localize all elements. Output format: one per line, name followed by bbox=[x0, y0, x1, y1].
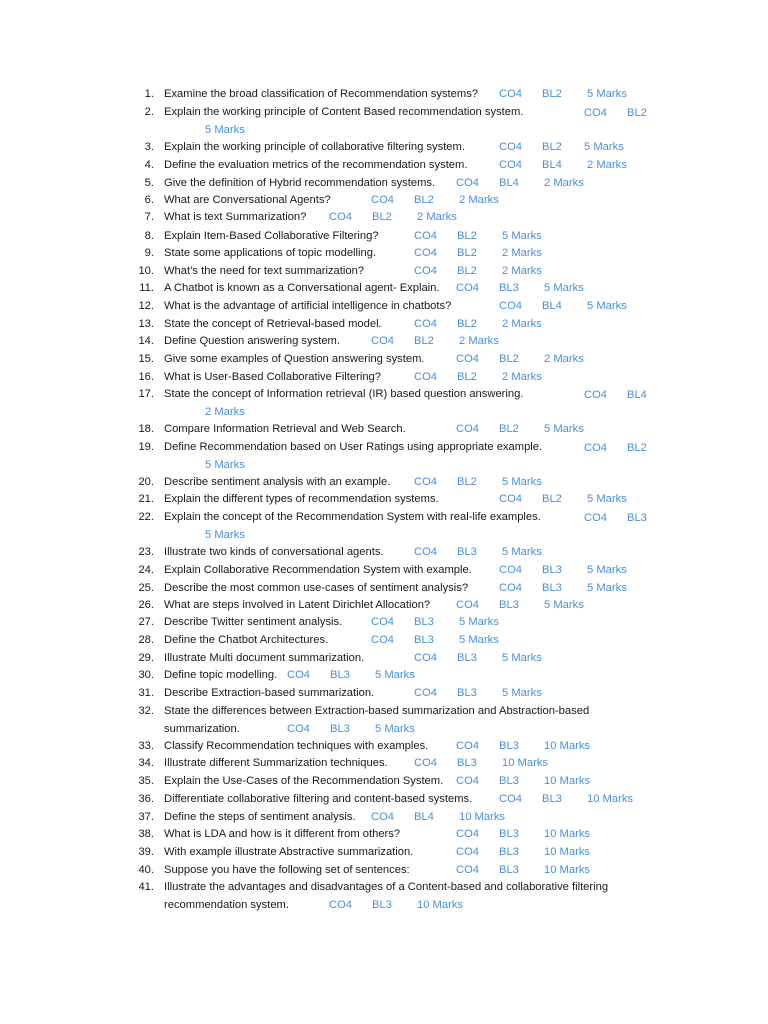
marks-tag: 5 Marks bbox=[587, 564, 627, 576]
bloom-level-tag: BL3 bbox=[627, 512, 647, 524]
question-number: 5. bbox=[144, 177, 154, 189]
bloom-level-tag: BL3 bbox=[457, 546, 477, 558]
question-text: What is the advantage of artificial intelligence in chatbots? bbox=[164, 300, 452, 312]
bloom-level-tag: BL2 bbox=[542, 141, 562, 153]
course-outcome-tag: CO4 bbox=[414, 476, 438, 488]
question-number: 27. bbox=[138, 616, 154, 628]
course-outcome-tag: CO4 bbox=[414, 652, 438, 664]
question-text: Explain the working principle of Content Based recommendation system. bbox=[164, 106, 524, 118]
question-item bbox=[0, 509, 768, 525]
question-number: 17. bbox=[138, 388, 154, 400]
course-outcome-tag: CO4 bbox=[499, 300, 523, 312]
question-text: What is User-Based Collaborative Filtering? bbox=[164, 371, 381, 383]
marks-tag: 2 Marks bbox=[459, 194, 499, 206]
bloom-level-tag: BL2 bbox=[457, 318, 477, 330]
question-number: 31. bbox=[138, 687, 154, 699]
question-number: 14. bbox=[138, 335, 154, 347]
course-outcome-tag: CO4 bbox=[371, 811, 395, 823]
question-text: A Chatbot is known as a Conversational agent- Explain. bbox=[164, 282, 440, 294]
marks-tag: 5 Marks bbox=[587, 493, 627, 505]
bloom-level-tag: BL3 bbox=[372, 899, 392, 911]
bloom-level-tag: BL4 bbox=[627, 389, 647, 401]
course-outcome-tag: CO4 bbox=[499, 141, 523, 153]
question-text: Suppose you have the following set of sentences: bbox=[164, 864, 410, 876]
marks-tag: 5 Marks bbox=[502, 230, 542, 242]
question-text: Explain the concept of the Recommendation System with real-life examples. bbox=[164, 511, 541, 523]
question-number: 7. bbox=[144, 211, 154, 223]
bloom-level-tag: BL3 bbox=[414, 634, 434, 646]
marks-tag: 5 Marks bbox=[502, 546, 542, 558]
question-item bbox=[0, 157, 768, 173]
course-outcome-tag: CO4 bbox=[456, 177, 480, 189]
question-number: 4. bbox=[144, 159, 154, 171]
course-outcome-tag: CO4 bbox=[499, 564, 523, 576]
bloom-level-tag: BL3 bbox=[499, 775, 519, 787]
question-number: 1. bbox=[144, 88, 154, 100]
question-number: 13. bbox=[138, 318, 154, 330]
question-text: State the differences between Extraction-based summarization and Abstraction-based bbox=[164, 705, 590, 717]
course-outcome-tag: CO4 bbox=[329, 899, 353, 911]
question-text: Define the steps of sentiment analysis. bbox=[164, 811, 356, 823]
course-outcome-tag: CO4 bbox=[371, 634, 395, 646]
question-item bbox=[0, 650, 768, 666]
question-text: Give some examples of Question answering system. bbox=[164, 353, 425, 365]
question-number: 40. bbox=[138, 864, 154, 876]
question-item bbox=[0, 351, 768, 367]
question-number: 25. bbox=[138, 582, 154, 594]
course-outcome-tag: CO4 bbox=[584, 512, 608, 524]
question-text: State the concept of Information retrieval (IR) based question answering. bbox=[164, 388, 524, 400]
course-outcome-tag: CO4 bbox=[499, 582, 523, 594]
question-item bbox=[0, 703, 768, 719]
marks-tag: 2 Marks bbox=[502, 318, 542, 330]
question-number: 23. bbox=[138, 546, 154, 558]
bloom-level-tag: BL3 bbox=[330, 723, 350, 735]
course-outcome-tag: CO4 bbox=[456, 740, 480, 752]
question-item bbox=[0, 439, 768, 455]
marks-tag: 5 Marks bbox=[205, 529, 245, 541]
bloom-level-tag: BL3 bbox=[457, 687, 477, 699]
marks-tag: 10 Marks bbox=[459, 811, 506, 823]
question-item bbox=[0, 562, 768, 578]
bloom-level-tag: BL3 bbox=[499, 740, 519, 752]
question-text: Explain Collaborative Recommendation System with example. bbox=[164, 564, 472, 576]
question-number: 3. bbox=[144, 141, 154, 153]
marks-tag: 5 Marks bbox=[502, 652, 542, 664]
bloom-level-tag: BL2 bbox=[542, 493, 562, 505]
marks-tag: 5 Marks bbox=[459, 616, 499, 628]
question-text: Define Question answering system. bbox=[164, 335, 340, 347]
question-text: Classify Recommendation techniques with examples. bbox=[164, 740, 429, 752]
question-item bbox=[0, 228, 768, 244]
course-outcome-tag: CO4 bbox=[456, 828, 480, 840]
marks-tag: 5 Marks bbox=[587, 582, 627, 594]
question-text: What are steps involved in Latent Dirichlet Allocation? bbox=[164, 599, 431, 611]
question-number: 29. bbox=[138, 652, 154, 664]
bloom-level-tag: BL4 bbox=[542, 300, 562, 312]
question-number: 2. bbox=[144, 106, 154, 118]
question-text: Give the definition of Hybrid recommendation systems. bbox=[164, 177, 436, 189]
marks-tag: 10 Marks bbox=[544, 846, 591, 858]
question-text: Compare Information Retrieval and Web Search. bbox=[164, 423, 406, 435]
course-outcome-tag: CO4 bbox=[456, 775, 480, 787]
bloom-level-tag: BL4 bbox=[499, 177, 519, 189]
question-number: 20. bbox=[138, 476, 154, 488]
question-number: 9. bbox=[144, 247, 154, 259]
question-number: 22. bbox=[138, 511, 154, 523]
bloom-level-tag: BL2 bbox=[372, 211, 392, 223]
question-text: Define the Chatbot Architectures. bbox=[164, 634, 329, 646]
bloom-level-tag: BL2 bbox=[457, 230, 477, 242]
bloom-level-tag: BL3 bbox=[542, 582, 562, 594]
marks-tag: 5 Marks bbox=[587, 300, 627, 312]
bloom-level-tag: BL3 bbox=[414, 616, 434, 628]
question-item bbox=[0, 791, 768, 807]
question-text: Define Recommendation based on User Ratings using appropriate example. bbox=[164, 441, 543, 453]
question-text: Illustrate Multi document summarization. bbox=[164, 652, 365, 664]
question-number: 38. bbox=[138, 828, 154, 840]
question-item bbox=[0, 491, 768, 507]
question-text: Describe the most common use-cases of sentiment analysis? bbox=[164, 582, 469, 594]
bloom-level-tag: BL3 bbox=[499, 864, 519, 876]
question-text: Explain the working principle of collaborative filtering system. bbox=[164, 141, 465, 153]
question-item bbox=[0, 773, 768, 789]
marks-tag: 5 Marks bbox=[502, 687, 542, 699]
question-text: Explain Item-Based Collaborative Filtering? bbox=[164, 230, 379, 242]
question-item bbox=[0, 421, 768, 437]
question-number: 24. bbox=[138, 564, 154, 576]
question-item bbox=[0, 879, 768, 895]
question-text: Define the evaluation metrics of the recommendation system. bbox=[164, 159, 468, 171]
question-text: State some applications of topic modelling. bbox=[164, 247, 377, 259]
question-item bbox=[0, 597, 768, 613]
course-outcome-tag: CO4 bbox=[499, 159, 523, 171]
bloom-level-tag: BL3 bbox=[499, 282, 519, 294]
question-text: Illustrate two kinds of conversational agents. bbox=[164, 546, 384, 558]
question-item bbox=[0, 263, 768, 279]
course-outcome-tag: CO4 bbox=[414, 371, 438, 383]
question-item bbox=[0, 685, 768, 701]
bloom-level-tag: BL2 bbox=[627, 442, 647, 454]
bloom-level-tag: BL3 bbox=[457, 757, 477, 769]
course-outcome-tag: CO4 bbox=[456, 423, 480, 435]
marks-tag: 10 Marks bbox=[544, 828, 591, 840]
question-number: 21. bbox=[138, 493, 154, 505]
question-number: 19. bbox=[138, 441, 154, 453]
bloom-level-tag: BL4 bbox=[542, 159, 562, 171]
bloom-level-tag: BL2 bbox=[627, 107, 647, 119]
bloom-level-tag: BL2 bbox=[499, 353, 519, 365]
bloom-level-tag: BL2 bbox=[414, 335, 434, 347]
question-number: 36. bbox=[138, 793, 154, 805]
question-text: What is text Summarization? bbox=[164, 211, 307, 223]
marks-tag: 2 Marks bbox=[544, 177, 584, 189]
marks-tag: 2 Marks bbox=[459, 335, 499, 347]
question-item bbox=[0, 298, 768, 314]
marks-tag: 10 Marks bbox=[417, 899, 464, 911]
question-item bbox=[0, 738, 768, 754]
marks-tag: 5 Marks bbox=[459, 634, 499, 646]
marks-tag: 2 Marks bbox=[417, 211, 457, 223]
question-item bbox=[0, 844, 768, 860]
question-text: What’s the need for text summarization? bbox=[164, 265, 365, 277]
question-text-continued: summarization. bbox=[164, 723, 240, 735]
question-text: Explain the Use-Cases of the Recommendation System. bbox=[164, 775, 444, 787]
question-number: 26. bbox=[138, 599, 154, 611]
question-number: 18. bbox=[138, 423, 154, 435]
question-number: 15. bbox=[138, 353, 154, 365]
course-outcome-tag: CO4 bbox=[414, 318, 438, 330]
question-text: Illustrate different Summarization techniques. bbox=[164, 757, 388, 769]
marks-tag: 10 Marks bbox=[502, 757, 549, 769]
marks-tag: 10 Marks bbox=[587, 793, 634, 805]
course-outcome-tag: CO4 bbox=[329, 211, 353, 223]
question-text: With example illustrate Abstractive summarization. bbox=[164, 846, 414, 858]
bloom-level-tag: BL3 bbox=[542, 564, 562, 576]
question-number: 39. bbox=[138, 846, 154, 858]
question-item bbox=[0, 280, 768, 296]
course-outcome-tag: CO4 bbox=[456, 282, 480, 294]
course-outcome-tag: CO4 bbox=[584, 389, 608, 401]
course-outcome-tag: CO4 bbox=[371, 616, 395, 628]
marks-tag: 10 Marks bbox=[544, 864, 591, 876]
bloom-level-tag: BL2 bbox=[457, 265, 477, 277]
question-number: 41. bbox=[138, 881, 154, 893]
bloom-level-tag: BL2 bbox=[457, 371, 477, 383]
bloom-level-tag: BL2 bbox=[414, 194, 434, 206]
marks-tag: 5 Marks bbox=[544, 599, 584, 611]
course-outcome-tag: CO4 bbox=[456, 353, 480, 365]
bloom-level-tag: BL3 bbox=[330, 669, 350, 681]
course-outcome-tag: CO4 bbox=[371, 194, 395, 206]
course-outcome-tag: CO4 bbox=[414, 687, 438, 699]
question-item bbox=[0, 369, 768, 385]
question-number: 33. bbox=[138, 740, 154, 752]
marks-tag: 2 Marks bbox=[205, 406, 245, 418]
bloom-level-tag: BL3 bbox=[499, 599, 519, 611]
course-outcome-tag: CO4 bbox=[371, 335, 395, 347]
marks-tag: 5 Marks bbox=[544, 423, 584, 435]
course-outcome-tag: CO4 bbox=[499, 493, 523, 505]
course-outcome-tag: CO4 bbox=[584, 107, 608, 119]
marks-tag: 5 Marks bbox=[375, 723, 415, 735]
course-outcome-tag: CO4 bbox=[414, 757, 438, 769]
bloom-level-tag: BL2 bbox=[499, 423, 519, 435]
question-item bbox=[0, 104, 768, 120]
course-outcome-tag: CO4 bbox=[287, 723, 311, 735]
marks-tag: 5 Marks bbox=[205, 124, 245, 136]
marks-tag: 10 Marks bbox=[544, 775, 591, 787]
question-item bbox=[0, 826, 768, 842]
question-number: 32. bbox=[138, 705, 154, 717]
question-text: Describe Twitter sentiment analysis. bbox=[164, 616, 343, 628]
bloom-level-tag: BL2 bbox=[457, 476, 477, 488]
question-text-continued: recommendation system. bbox=[164, 899, 289, 911]
course-outcome-tag: CO4 bbox=[414, 546, 438, 558]
question-text: Examine the broad classification of Recommendation systems? bbox=[164, 88, 479, 100]
marks-tag: 5 Marks bbox=[502, 476, 542, 488]
bloom-level-tag: BL3 bbox=[542, 793, 562, 805]
marks-tag: 5 Marks bbox=[205, 459, 245, 471]
question-item bbox=[0, 316, 768, 332]
marks-tag: 5 Marks bbox=[375, 669, 415, 681]
question-number: 37. bbox=[138, 811, 154, 823]
question-text: What are Conversational Agents? bbox=[164, 194, 331, 206]
question-item bbox=[0, 580, 768, 596]
question-text: Describe sentiment analysis with an example. bbox=[164, 476, 391, 488]
course-outcome-tag: CO4 bbox=[414, 265, 438, 277]
course-outcome-tag: CO4 bbox=[499, 88, 523, 100]
question-item bbox=[0, 175, 768, 191]
marks-tag: 5 Marks bbox=[584, 141, 624, 153]
bloom-level-tag: BL3 bbox=[499, 846, 519, 858]
question-item bbox=[0, 386, 768, 402]
course-outcome-tag: CO4 bbox=[414, 230, 438, 242]
question-text: Illustrate the advantages and disadvantages of a Content-based and collaborative filtering bbox=[164, 881, 609, 893]
question-text: State the concept of Retrieval-based model. bbox=[164, 318, 382, 330]
marks-tag: 2 Marks bbox=[502, 265, 542, 277]
question-number: 11. bbox=[139, 282, 154, 294]
bloom-level-tag: BL4 bbox=[414, 811, 434, 823]
marks-tag: 5 Marks bbox=[587, 88, 627, 100]
bloom-level-tag: BL2 bbox=[542, 88, 562, 100]
question-text: Differentiate collaborative filtering and content-based systems. bbox=[164, 793, 473, 805]
course-outcome-tag: CO4 bbox=[456, 846, 480, 858]
question-number: 6. bbox=[144, 194, 154, 206]
bloom-level-tag: BL3 bbox=[499, 828, 519, 840]
question-number: 34. bbox=[138, 757, 154, 769]
question-text: What is LDA and how is it different from others? bbox=[164, 828, 401, 840]
question-item bbox=[0, 755, 768, 771]
question-item bbox=[0, 245, 768, 261]
course-outcome-tag: CO4 bbox=[414, 247, 438, 259]
question-number: 35. bbox=[138, 775, 154, 787]
question-text: Explain the different types of recommendation systems. bbox=[164, 493, 439, 505]
bloom-level-tag: BL2 bbox=[457, 247, 477, 259]
question-number: 12. bbox=[138, 300, 154, 312]
question-text: Define topic modelling. bbox=[164, 669, 278, 681]
marks-tag: 2 Marks bbox=[544, 353, 584, 365]
course-outcome-tag: CO4 bbox=[287, 669, 311, 681]
marks-tag: 5 Marks bbox=[544, 282, 584, 294]
question-number: 28. bbox=[138, 634, 154, 646]
course-outcome-tag: CO4 bbox=[499, 793, 523, 805]
question-text: Describe Extraction-based summarization. bbox=[164, 687, 375, 699]
bloom-level-tag: BL3 bbox=[457, 652, 477, 664]
marks-tag: 10 Marks bbox=[544, 740, 591, 752]
question-number: 10. bbox=[138, 265, 154, 277]
question-number: 16. bbox=[138, 371, 154, 383]
question-number: 8. bbox=[144, 230, 154, 242]
course-outcome-tag: CO4 bbox=[456, 599, 480, 611]
question-item bbox=[0, 862, 768, 878]
question-item bbox=[0, 139, 768, 155]
question-number: 30. bbox=[138, 669, 154, 681]
question-item bbox=[0, 86, 768, 102]
question-item bbox=[0, 474, 768, 490]
course-outcome-tag: CO4 bbox=[584, 442, 608, 454]
marks-tag: 2 Marks bbox=[502, 247, 542, 259]
marks-tag: 2 Marks bbox=[502, 371, 542, 383]
course-outcome-tag: CO4 bbox=[456, 864, 480, 876]
question-item bbox=[0, 544, 768, 560]
marks-tag: 2 Marks bbox=[587, 159, 627, 171]
